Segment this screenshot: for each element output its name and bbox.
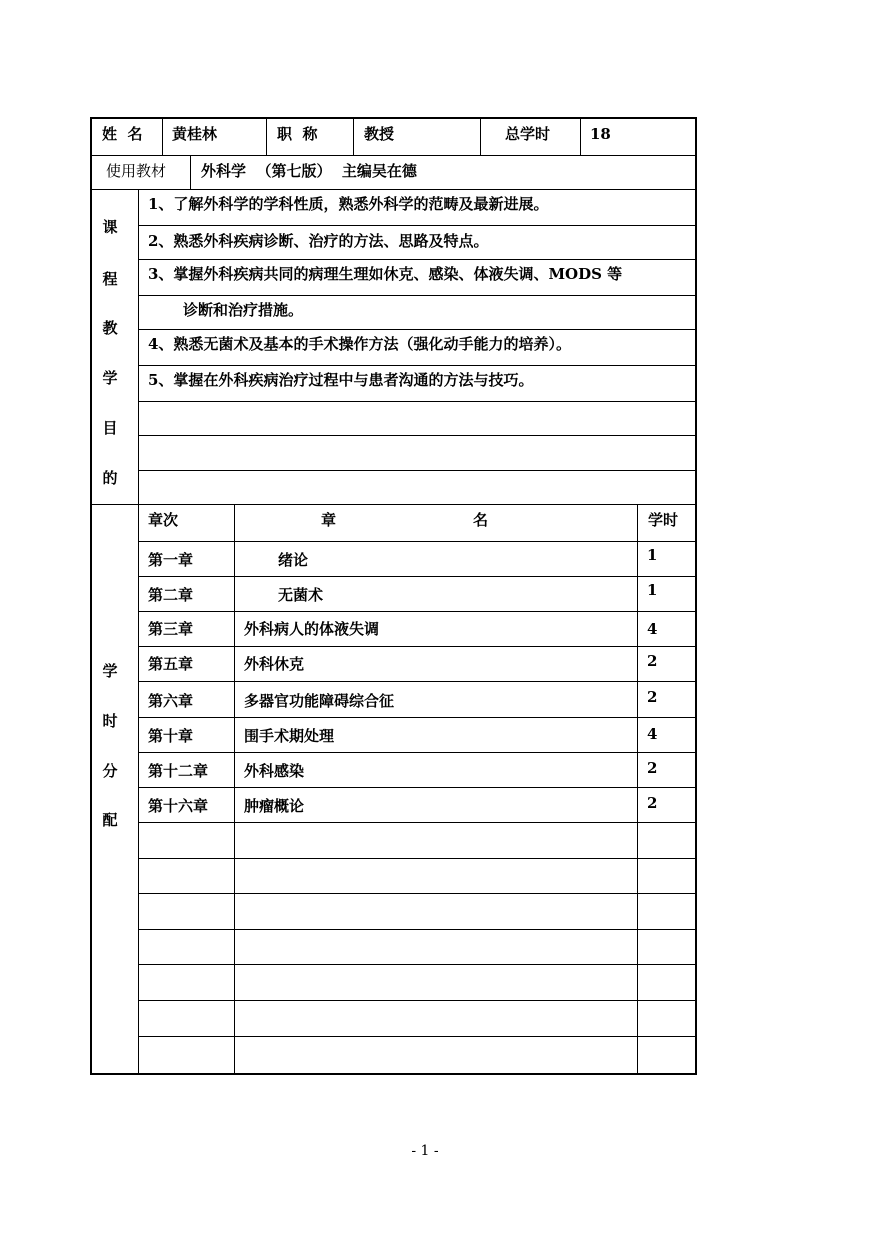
table-border-left bbox=[90, 117, 92, 1075]
objectives-label-char: 教 bbox=[102, 319, 118, 337]
name-value: 黄桂林 bbox=[172, 125, 218, 143]
total-hours-value: 18 bbox=[590, 125, 611, 143]
objective-item: 3、掌握外科疾病共同的病理生理如休克、感染、体液失调、MODS 等 bbox=[148, 265, 623, 283]
row-name: 外科感染 bbox=[244, 762, 305, 780]
objective-item: 4、熟悉无菌术及基本的手术操作方法（强化动手能力的培养）。 bbox=[148, 335, 571, 353]
row-name: 外科休克 bbox=[244, 655, 305, 673]
row-hours: 1 bbox=[647, 581, 658, 599]
name-label: 姓 名 bbox=[102, 125, 143, 143]
objectives-label-char: 的 bbox=[102, 469, 118, 487]
row-hours: 4 bbox=[647, 620, 658, 638]
row-name: 无菌术 bbox=[278, 586, 324, 604]
row-chapter: 第六章 bbox=[148, 692, 194, 710]
row-name: 肿瘤概论 bbox=[244, 797, 305, 815]
row-hours: 2 bbox=[647, 794, 658, 812]
objectives-label-char: 目 bbox=[102, 419, 118, 437]
objectives-label-char: 程 bbox=[102, 270, 118, 288]
title-label: 职 称 bbox=[277, 125, 318, 143]
row-chapter: 第十六章 bbox=[148, 797, 209, 815]
schedule-label-char: 学 bbox=[102, 662, 118, 680]
row-name: 围手术期处理 bbox=[244, 727, 335, 745]
objective-item: 2、熟悉外科疾病诊断、治疗的方法、思路及特点。 bbox=[148, 232, 489, 250]
page-number: - 1 - bbox=[411, 1143, 439, 1159]
column-header-chapter: 章次 bbox=[148, 511, 179, 529]
schedule-label-char: 分 bbox=[102, 762, 118, 780]
schedule-label-char: 配 bbox=[102, 811, 118, 829]
table-border-right bbox=[695, 117, 697, 1075]
total-hours-label: 总学时 bbox=[505, 125, 551, 143]
objective-item: 诊断和治疗措施。 bbox=[183, 301, 304, 319]
objectives-label-char: 学 bbox=[102, 369, 118, 387]
row-chapter: 第十二章 bbox=[148, 762, 209, 780]
row-name: 外科病人的体液失调 bbox=[244, 620, 380, 638]
row-chapter: 第十章 bbox=[148, 727, 194, 745]
row-chapter: 第三章 bbox=[148, 620, 194, 638]
objective-item: 1、了解外科学的学科性质，熟悉外科学的范畴及最新进展。 bbox=[148, 195, 549, 213]
row-chapter: 第一章 bbox=[148, 551, 194, 569]
row-name: 多器官功能障碍综合征 bbox=[244, 692, 395, 710]
row-chapter: 第二章 bbox=[148, 586, 194, 604]
schedule-label-char: 时 bbox=[102, 712, 118, 730]
textbook-value: 外科学 （第七版） 主编吴在德 bbox=[201, 162, 417, 180]
row-hours: 2 bbox=[647, 759, 658, 777]
objectives-label-char: 课 bbox=[102, 218, 118, 236]
column-header-hours: 学时 bbox=[648, 511, 679, 529]
table-border-top bbox=[90, 117, 697, 119]
row-hours: 2 bbox=[647, 688, 658, 706]
row-chapter: 第五章 bbox=[148, 655, 194, 673]
title-value: 教授 bbox=[364, 125, 395, 143]
table-border-bottom bbox=[90, 1073, 697, 1075]
textbook-label: 使用教材 bbox=[106, 162, 167, 180]
objective-item: 5、掌握在外科疾病治疗过程中与患者沟通的方法与技巧。 bbox=[148, 371, 534, 389]
row-name: 绪论 bbox=[278, 551, 309, 569]
column-header-name: 名 bbox=[473, 511, 489, 529]
column-header-name: 章 bbox=[321, 511, 337, 529]
row-hours: 2 bbox=[647, 652, 658, 670]
row-hours: 4 bbox=[647, 725, 658, 743]
row-hours: 1 bbox=[647, 546, 658, 564]
